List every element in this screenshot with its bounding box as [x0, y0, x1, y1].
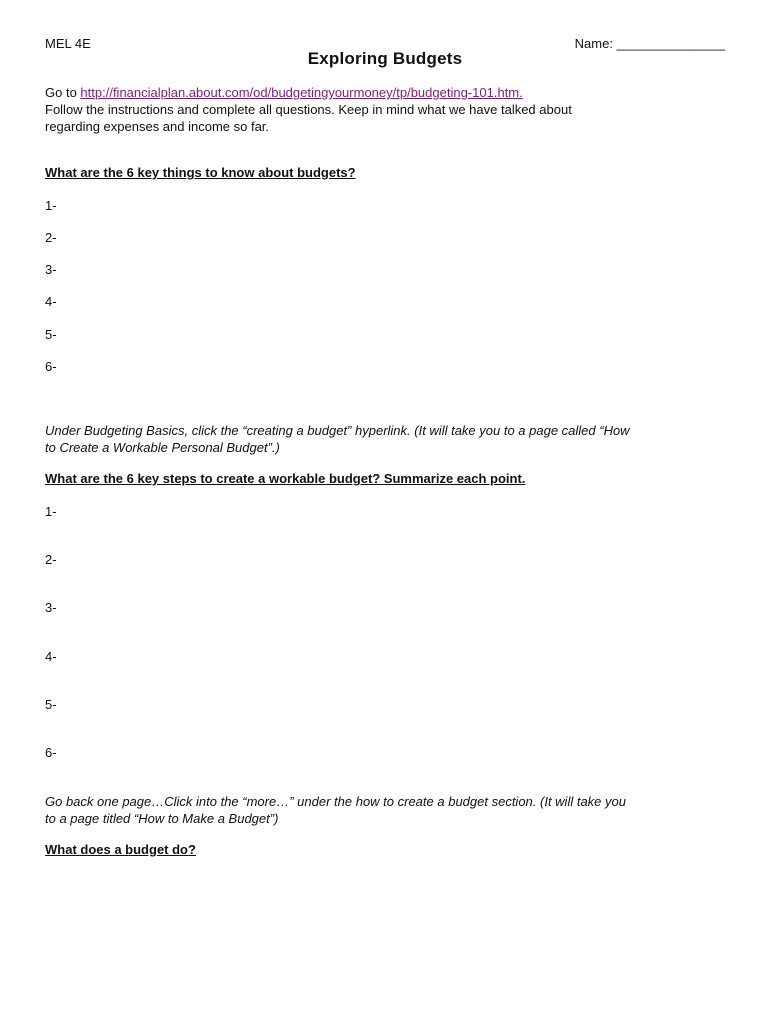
answer-label-1: 1-	[45, 198, 57, 213]
instruction-how-to-make-budget	[45, 793, 626, 827]
intro-line-1	[45, 84, 572, 101]
intro-paragraph	[45, 84, 572, 135]
intro-line-3: regarding expenses and income so far.	[45, 119, 270, 134]
answer-label-6: 6-	[45, 359, 57, 374]
page-title: Exploring Budgets	[307, 49, 463, 68]
question-key-steps: What are the 6 key steps to create a workable budget? Summarize each point.	[45, 471, 526, 486]
step-label-6: 6-	[45, 745, 57, 760]
course-code: MEL 4E	[45, 36, 91, 51]
step-label-1: 1-	[45, 504, 57, 519]
budgeting-url-link[interactable]: http://financialplan.about.com/od/budgetingyourmoney/tp/budgeting-101.htm.	[80, 85, 523, 100]
instruction-line-1: Under Budgeting Basics, click the “creating a budget” hyperlink. (It will take you to a page called “How	[45, 423, 630, 438]
instruction-creating-budget	[45, 422, 630, 456]
answer-label-4: 4-	[45, 294, 57, 309]
instruction3-line-2: to a page titled “How to Make a Budget”)	[45, 811, 279, 826]
intro-go-to: Go to	[45, 85, 81, 100]
question-what-budget-does: What does a budget do?	[45, 842, 196, 857]
name-field: Name: _______________	[574, 36, 725, 51]
instruction-line-2: to Create a Workable Personal Budget”.)	[45, 440, 280, 455]
step-label-3: 3-	[45, 600, 57, 615]
answer-label-5: 5-	[45, 327, 57, 342]
question-key-things: What are the 6 key things to know about budgets?	[45, 165, 356, 180]
step-label-5: 5-	[45, 697, 57, 712]
step-label-2: 2-	[45, 552, 57, 567]
step-label-4: 4-	[45, 649, 57, 664]
answer-label-3: 3-	[45, 262, 57, 277]
intro-line-2: Follow the instructions and complete all questions. Keep in mind what we have talked about	[45, 102, 572, 117]
answer-label-2: 2-	[45, 230, 57, 245]
instruction3-line-1: Go back one page…Click into the “more…” under the how to create a budget section. (It will take you	[45, 794, 626, 809]
